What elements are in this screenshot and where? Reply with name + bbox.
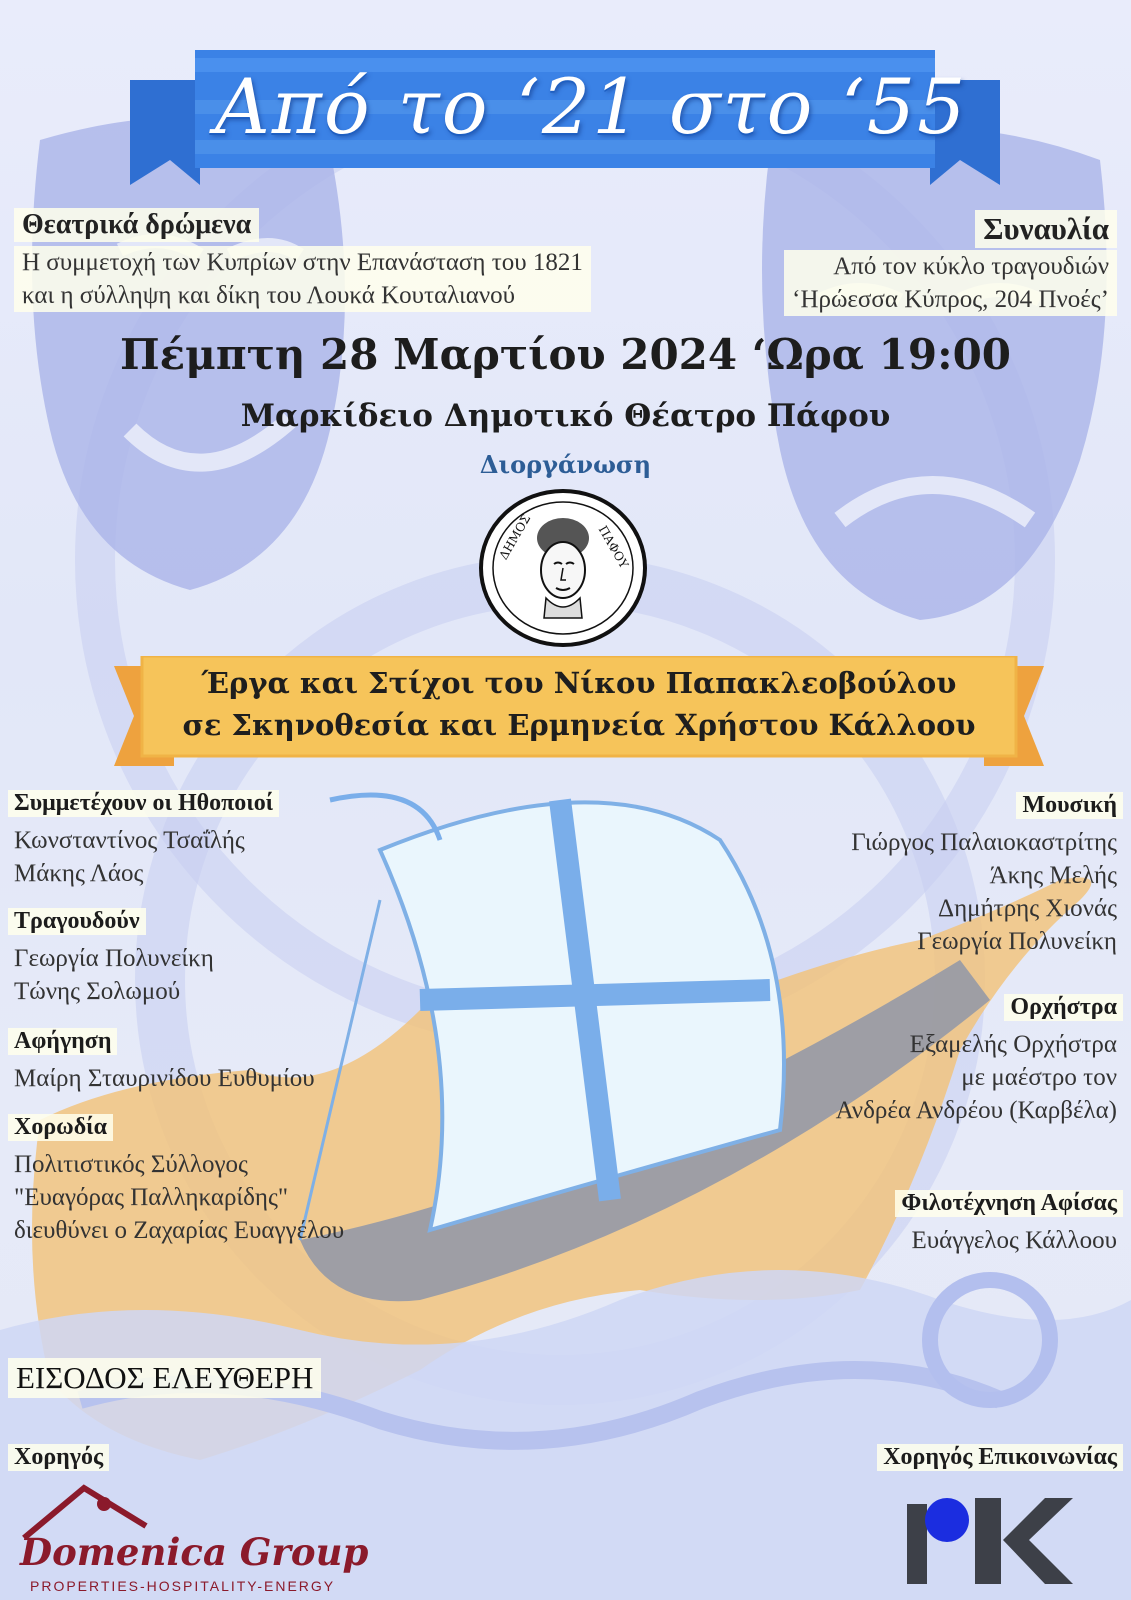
free-entry: ΕΙΣΟΔΟΣ ΕΛΕΥΘΕΡΗ (8, 1358, 321, 1398)
credit-line: Ευάγγελος Κάλλοου (911, 1227, 1117, 1254)
narration-list (14, 1062, 315, 1095)
credit-line: Άκης Μελής (989, 862, 1117, 889)
seal-left-text: ΔΗΜΟΣ (496, 511, 534, 563)
singers-heading: Τραγουδούν (8, 908, 146, 935)
rik-logo-icon (905, 1494, 1075, 1586)
sponsor-tagline: PROPERTIES-HOSPITALITY-ENERGY (30, 1578, 336, 1594)
credit-line: Γεωργία Πολυνείκη (917, 928, 1117, 955)
event-title: Από το ‘21 στο ‘55 (215, 62, 968, 151)
event-venue: Μαρκίδειο Δημοτικό Θέατρο Πάφου (240, 398, 891, 434)
narration-heading: Αφήγηση (8, 1028, 117, 1055)
credit-line: Πολιτιστικός Σύλλογος (14, 1151, 248, 1178)
event-date-time: Πέμπτη 28 Μαρτίου 2024 ‘Ωρα 19:00 (119, 330, 1012, 379)
concert-line: ‘Ηρώεσσα Κύπρος, 204 Πνοές’ (792, 286, 1109, 313)
works-banner-text (114, 662, 1044, 746)
seal-right-text: ΠΑΦΟΥ (595, 523, 632, 571)
actors-list (14, 824, 245, 890)
credit-line: Γιώργος Παλαιοκαστρίτης (851, 829, 1117, 856)
credit-line: Μάκης Λάος (14, 860, 144, 887)
concert-line: Από τον κύκλο τραγουδιών (833, 253, 1109, 280)
poster-art-heading: Φιλοτέχνηση Αφίσας (895, 1190, 1123, 1217)
orchestra-list (836, 1028, 1117, 1127)
choir-list (14, 1148, 344, 1247)
singers-list (14, 942, 214, 1008)
choir-heading: Χορωδία (8, 1114, 113, 1141)
concert-heading: Συναυλία (975, 210, 1117, 248)
sponsor-name: Domenica Group (20, 1530, 369, 1574)
credit-line: Μαίρη Σταυρινίδου Ευθυμίου (14, 1065, 315, 1092)
credit-line: Κωνσταντίνος Τσαΐλής (14, 827, 245, 854)
credit-line: Εξαμελής Ορχήστρα (909, 1031, 1117, 1058)
credit-line: Τώνης Σολωμού (14, 978, 181, 1005)
works-line: σε Σκηνοθεσία και Ερμηνεία Χρήστου Κάλλοου (182, 708, 976, 742)
music-heading: Μουσική (1016, 792, 1123, 819)
organizer-label: Διοργάνωση (479, 450, 652, 479)
concert-description (784, 250, 1117, 316)
theatre-heading: Θεατρικά δρώμενα (14, 208, 259, 242)
credit-line: με μαέστρο τον (961, 1064, 1117, 1091)
media-sponsor-label: Χορηγός Επικοινωνίας (877, 1444, 1123, 1471)
theatre-line: και η σύλληψη και δίκη του Λουκά Κουταλιανού (22, 282, 516, 309)
credit-line: διευθύνει ο Ζαχαρίας Ευαγγέλου (14, 1217, 345, 1244)
credit-line: Γεωργία Πολυνείκη (14, 945, 214, 972)
theatre-line: Η συμμετοχή των Κυπρίων στην Επανάσταση του 1821 (22, 249, 583, 276)
credit-line: Ανδρέα Ανδρέου (Καρβέλα) (835, 1097, 1117, 1124)
theatre-description (14, 246, 591, 312)
orchestra-heading: Ορχήστρα (1004, 994, 1123, 1021)
actors-heading: Συμμετέχουν οι Ηθοποιοί (8, 790, 279, 817)
poster-art-list (911, 1224, 1117, 1257)
sponsor-label: Χορηγός (8, 1444, 109, 1471)
music-list (851, 826, 1117, 958)
credit-line: Δημήτρης Χιονάς (938, 895, 1117, 922)
credit-line: "Ευαγόρας Παλληκαρίδης" (14, 1184, 289, 1211)
works-line: Έργα και Στίχοι του Νίκου Παπακλεοβούλου (201, 666, 957, 700)
